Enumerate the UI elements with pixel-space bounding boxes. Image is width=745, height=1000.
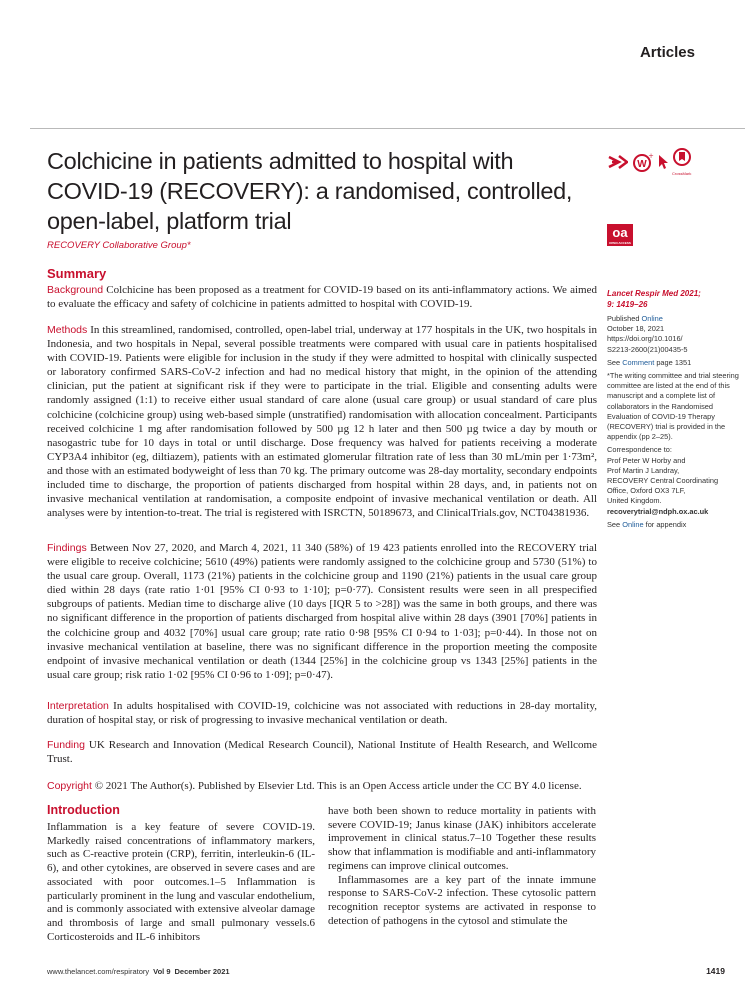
- funding-text: UK Research and Innovation (Medical Research Council), National Institute of Health Research, and Wellcome Trust.: [47, 739, 597, 766]
- findings-label: Findings: [47, 542, 87, 554]
- comment-page: page 1351: [654, 357, 692, 367]
- divider: [30, 128, 745, 129]
- correspondence-email[interactable]: recoverytrial@ndph.ox.ac.uk: [607, 506, 709, 516]
- correspondence-name: Prof Peter W Horby and: [607, 455, 686, 465]
- methods-text: In this streamlined, randomised, controlled, open-label trial, underway at 177 hospitals in the UK, two hospitals in Indonesia, and two hospitals in Nepal, several possible treatments were compared with usual care in patients hospitalised with COVID-19. Patients were eligible for inclusion in the study if they were admitted to hospital with clinically suspected or laboratory confirmed SARS-CoV-2 infection and had no medical history that might, in the opinion of the attending clinician, put the patient at significant risk if they were to participate in the trial. Eligible and consenting adults were randomly assigned (1:1) to receive either usual standard of care alone (usual care group) or usual standard of care plus colchicine (colchicine group) using web-based simple (unstratified) randomisation with allocation concealment. Participants received colchicine 1 mg after randomisation followed by 500 µg 12 h later and then 500 µg twice a day by mouth or nasogastric tube for 10 days in total or until discharge. Dose frequency was halved for patients receiving a moderate CYP3A4 inhibitor (eg, diltiazem), patients with an estimated glomerular filtration rate of less than 30 mL/min per 1·73m², and those with an estimated bodyweight of less than 70 kg. The primary outcome was 28-day mortality, secondary endpoints included time to discharge, the proportion of patients discharged from hospital within 28 days, and, in patients not on invasive mechanical ventilation at randomisation, a composite endpoint of invasive mechanical ventilation or death. All analyses were by intention-to-treat. The trial is registered with ISRCTN, 50189673, and ClinicalTrials.gov, NCT04381936.: [47, 324, 597, 520]
- arrow-icon[interactable]: [608, 154, 628, 170]
- svg-text:W: W: [637, 159, 647, 170]
- correspondence-address: Office, Oxford OX3 7LF,: [607, 486, 686, 496]
- abstract-copyright: [47, 779, 597, 793]
- introduction-column-1: Inflammation is a key feature of severe COVID-19. Markedly raised concentrations of inflammatory markers, such as C-reactive protein (CRP), ferritin, interleukin-6 (IL-6), and other cytokines, are observed in severe cases and are associated with poor outcomes.1–5 Inflammation is particularly prominent in the lung and vascular endothelium, and is commonly associated with extensive alveolar damage and thrombosis of large and small pulmonary vessels.6 Corticosteroids and IL-6 inhibitors: [47, 821, 315, 943]
- correspondence-label: Correspondence to:: [607, 445, 672, 455]
- doi-link-suffix[interactable]: S2213-2600(21)00435-5: [607, 344, 688, 354]
- methods-label: Methods: [47, 324, 88, 336]
- cursor-icon: [658, 154, 668, 170]
- correspondence-address: RECOVERY Central Coordinating: [607, 476, 719, 486]
- funding-label: Funding: [47, 739, 85, 751]
- abstract-findings: [47, 541, 597, 682]
- copyright-text: © 2021 The Author(s). Published by Elsevier Ltd. This is an Open Access article under the CC BY 4.0 license.: [91, 780, 582, 792]
- article-title: Colchicine in patients admitted to hospital with COVID-19 (RECOVERY): a randomised, controlled, open-label, platform trial: [47, 148, 573, 234]
- oa-label: oa: [612, 225, 628, 240]
- see-label: See: [607, 357, 623, 367]
- comment-link[interactable]: Comment: [622, 357, 655, 367]
- open-access-badge: [607, 224, 633, 246]
- section-label: Articles: [639, 44, 695, 61]
- summary-heading: Summary: [47, 266, 107, 281]
- see-label: See: [607, 519, 623, 529]
- crossmark-icon[interactable]: [672, 148, 691, 176]
- correspondence-address: United Kingdom.: [607, 496, 662, 506]
- interpretation-label: Interpretation: [47, 700, 109, 712]
- web-extra-icon[interactable]: [632, 152, 654, 172]
- background-label: Background: [47, 284, 104, 296]
- footer-site-link[interactable]: www.thelancet.com/respiratory: [47, 967, 150, 976]
- appendix-link[interactable]: Online: [622, 519, 644, 529]
- published-date: October 18, 2021: [607, 324, 665, 334]
- author-group[interactable]: RECOVERY Collaborative Group*: [47, 240, 191, 251]
- article-icons: [608, 148, 691, 176]
- doi-link[interactable]: https://doi.org/10.1016/: [607, 334, 683, 344]
- published-label: Published: [607, 314, 642, 323]
- intro-paragraph: Inflammasomes are a key part of the innate immune response to SARS-CoV-2 infection. These cytosolic pattern recognition receptor systems are activated in response to detection of pathogens in the cytosol and stimulate the: [328, 873, 596, 927]
- footer-volume: Vol 9: [153, 967, 171, 976]
- svg-text:+: +: [648, 152, 654, 161]
- footer-date: December 2021: [174, 967, 230, 976]
- abstract-background: [47, 283, 597, 311]
- page-number: 1419: [706, 966, 725, 976]
- abstract-methods: [47, 323, 597, 520]
- findings-text: Between Nov 27, 2020, and March 4, 2021, 11 340 (58%) of 19 423 patients enrolled into the RECOVERY trial were eligible to receive colchicine; 5610 (49%) patients were randomly assigned to the colchicine group and 5730 (51%) to the usual care group. Overall, 1173 (21%) patients in the colchicine group and 1190 (21%) patients in the usual care group died within 28 days (rate ratio 1·01 [95% CI 0·93 to 1·10]; p=0·77). Consistent results were seen in all prespecified subgroups of patients. Median time to discharge alive (10 days [IQR 5 to >28]) was the same in both groups, and there was no significant difference in the proportion of patients discharged from hospital alive within 28 days (3901 [70%] patients in the colchicine group and 4032 [70%] usual care group; rate ratio 0·98 [95% CI 0·94 to 1·03]; p=0·44). In those not on invasive mechanical ventilation at baseline, there was no significant difference in the proportion meeting the composite endpoint of invasive mechanical ventilation or death (1344 [25%] in the colchicine group vs 1343 [25%] patients in the usual care group; risk ratio 1·02 [95% CI 0·96 to 1·09]; p=0·47).: [47, 542, 597, 681]
- committee-footnote: *The writing committee and trial steering committee are listed at the end of this manuscript and a complete list of collaborators in the Randomised Evaluation of COVID-19 Therapy (RECOVERY) trial is provided in the appendix (pp 2–25).: [607, 371, 739, 442]
- appendix-label: for appendix: [643, 519, 687, 529]
- citation-line: Lancet Respir Med 2021;: [607, 289, 701, 298]
- intro-paragraph: have both been shown to reduce mortality in patients with severe COVID-19; Janus kinase (JAK) inhibitors accelerate improvement in clinical status.7–10 Together these results show that inflammation is modifiable and anti-inflammatory regimens can improve clinical outcomes.: [328, 805, 596, 872]
- correspondence-name: Prof Martin J Landray,: [607, 465, 680, 475]
- crossmark-label: CrossMark: [672, 171, 692, 176]
- interpretation-text: In adults hospitalised with COVID-19, colchicine was not associated with reductions in 28-day mortality, duration of hospital stay, or risk of progressing to invasive mechanical ventilation or death.: [47, 700, 597, 727]
- copyright-label: Copyright: [47, 780, 92, 792]
- abstract-funding: [47, 738, 597, 766]
- background-text: Colchicine has been proposed as a treatment for COVID-19 based on its anti-inflammatory actions. We aimed to evaluate the efficacy and safety of colchicine in patients admitted to hospital with COVID-19.: [47, 284, 597, 311]
- introduction-column-2: [328, 805, 596, 928]
- abstract-interpretation: [47, 699, 597, 727]
- published-online-link[interactable]: Online: [641, 314, 663, 323]
- sidebar-notes: [607, 288, 742, 533]
- footer: [47, 967, 230, 976]
- oa-sub-label: OPEN ACCESS: [609, 241, 631, 245]
- introduction-heading: Introduction: [47, 803, 120, 817]
- citation-pages: 9: 1419–26: [607, 300, 648, 309]
